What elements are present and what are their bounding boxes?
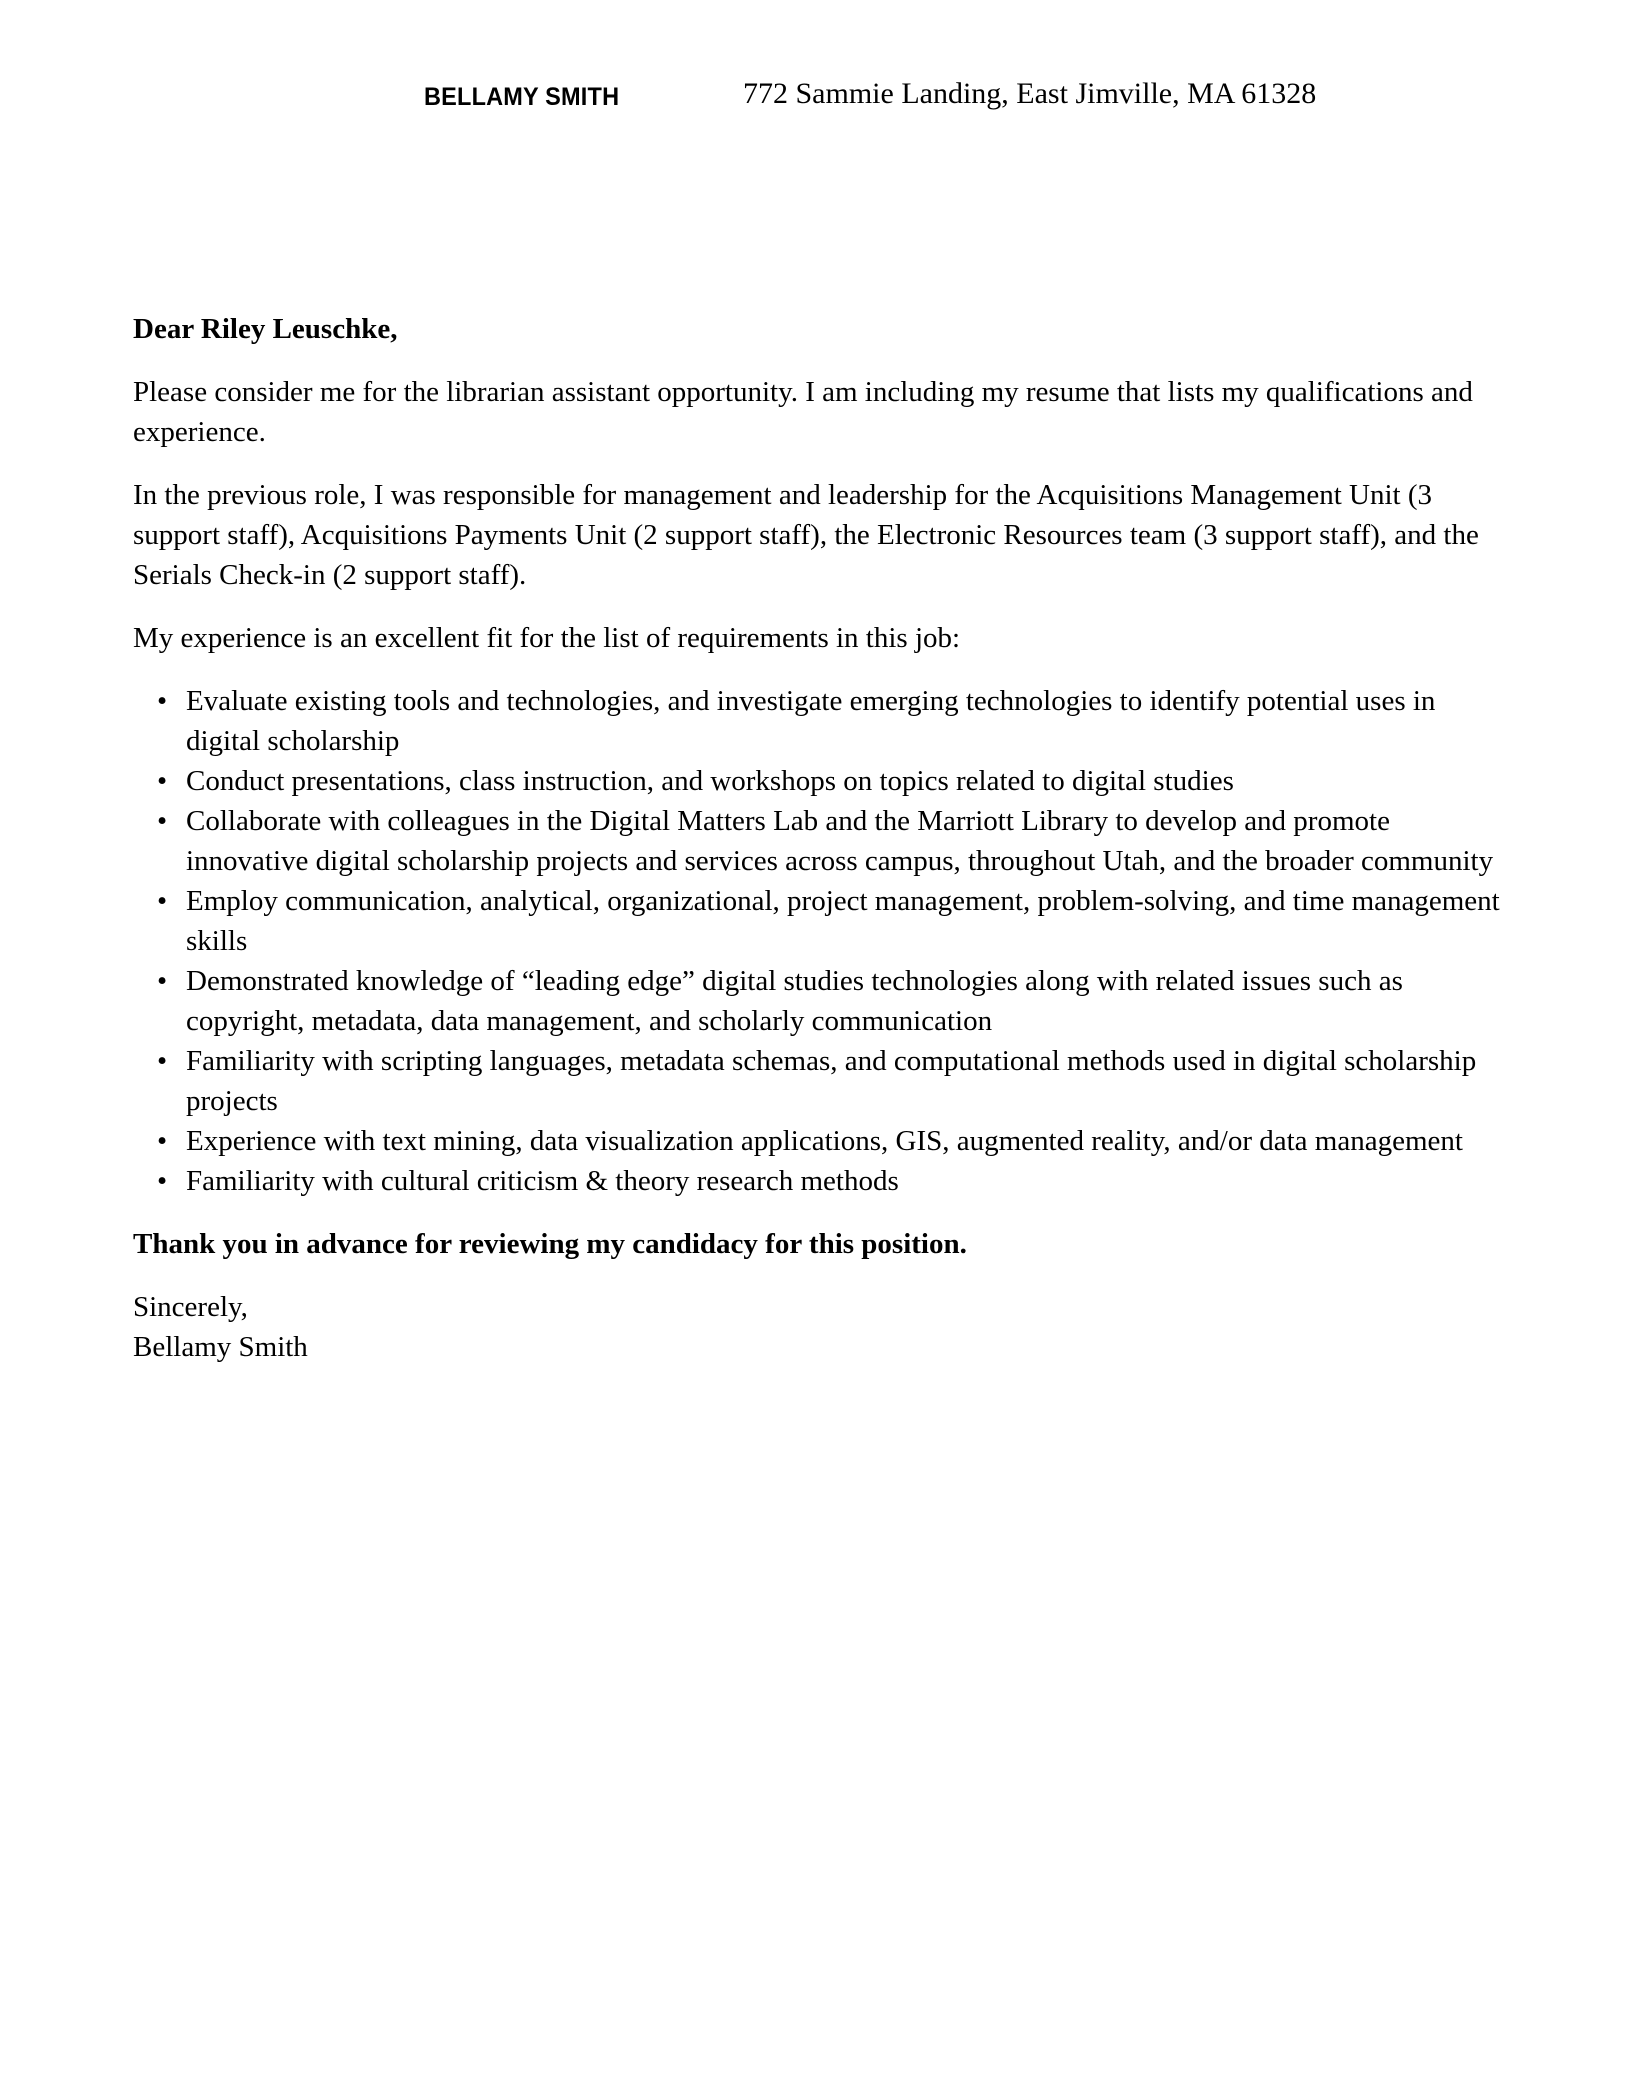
signature-name: Bellamy Smith bbox=[133, 1331, 308, 1363]
requirement-item bbox=[157, 1121, 1502, 1161]
requirement-text: Collaborate with colleagues in the Digital Matters Lab and the Marriott Library to develop and promote innovative digital scholarship projects and services across campus, throughout Utah, and the broader community bbox=[186, 805, 1494, 877]
greeting: Dear Riley Leuschke, bbox=[133, 313, 398, 345]
signoff: Sincerely, bbox=[133, 1291, 248, 1323]
bullet-icon: • bbox=[157, 765, 168, 797]
bullet-icon: • bbox=[157, 1045, 168, 1077]
letter-body bbox=[133, 0, 1502, 1367]
bullet-icon: • bbox=[157, 965, 168, 997]
paragraph-previous-role: In the previous role, I was responsible for management and leadership for the Acquisitions Management Unit (3 support staff), Acquisitions Payments Unit (2 support staff), the Electronic Resources team (3 support staff), and the Serials Check-in (2 support staff). bbox=[133, 479, 1479, 591]
bullet-icon: • bbox=[157, 685, 168, 717]
bullet-icon: • bbox=[157, 805, 168, 837]
requirement-item bbox=[157, 881, 1502, 961]
requirement-text: Familiarity with scripting languages, metadata schemas, and computational methods used in digital scholarship projects bbox=[186, 1045, 1477, 1117]
paragraph-requirements-intro: My experience is an excellent fit for the list of requirements in this job: bbox=[133, 622, 961, 654]
sender-name: BELLAMY SMITH bbox=[424, 83, 620, 111]
requirement-item bbox=[157, 1041, 1502, 1121]
bullet-icon: • bbox=[157, 1165, 168, 1197]
requirement-text: Conduct presentations, class instruction, and workshops on topics related to digital studies bbox=[186, 765, 1234, 797]
bullet-icon: • bbox=[157, 1125, 168, 1157]
requirement-item bbox=[157, 761, 1502, 801]
requirement-item bbox=[157, 801, 1502, 881]
requirements-list bbox=[133, 681, 1502, 1201]
requirement-text: Evaluate existing tools and technologies, and investigate emerging technologies to identify potential uses in digital scholarship bbox=[186, 685, 1436, 757]
requirement-text: Experience with text mining, data visualization applications, GIS, augmented reality, and/or data management bbox=[186, 1125, 1463, 1157]
signature-block bbox=[133, 1287, 1502, 1367]
requirement-item bbox=[157, 961, 1502, 1041]
requirement-item bbox=[157, 1161, 1502, 1201]
paragraph-intro: Please consider me for the librarian assistant opportunity. I am including my resume that lists my qualifications and experience. bbox=[133, 376, 1473, 448]
requirement-text: Familiarity with cultural criticism & theory research methods bbox=[186, 1165, 899, 1197]
requirement-text: Employ communication, analytical, organizational, project management, problem-solving, and time management skills bbox=[186, 885, 1500, 957]
closing-statement: Thank you in advance for reviewing my candidacy for this position. bbox=[133, 1228, 967, 1260]
sender-address: 772 Sammie Landing, East Jimville, MA 61328 bbox=[743, 77, 1317, 110]
requirement-item bbox=[157, 681, 1502, 761]
requirement-text: Demonstrated knowledge of “leading edge” digital studies technologies along with related issues such as copyright, metadata, data management, and scholarly communication bbox=[186, 965, 1403, 1037]
bullet-icon: • bbox=[157, 885, 168, 917]
